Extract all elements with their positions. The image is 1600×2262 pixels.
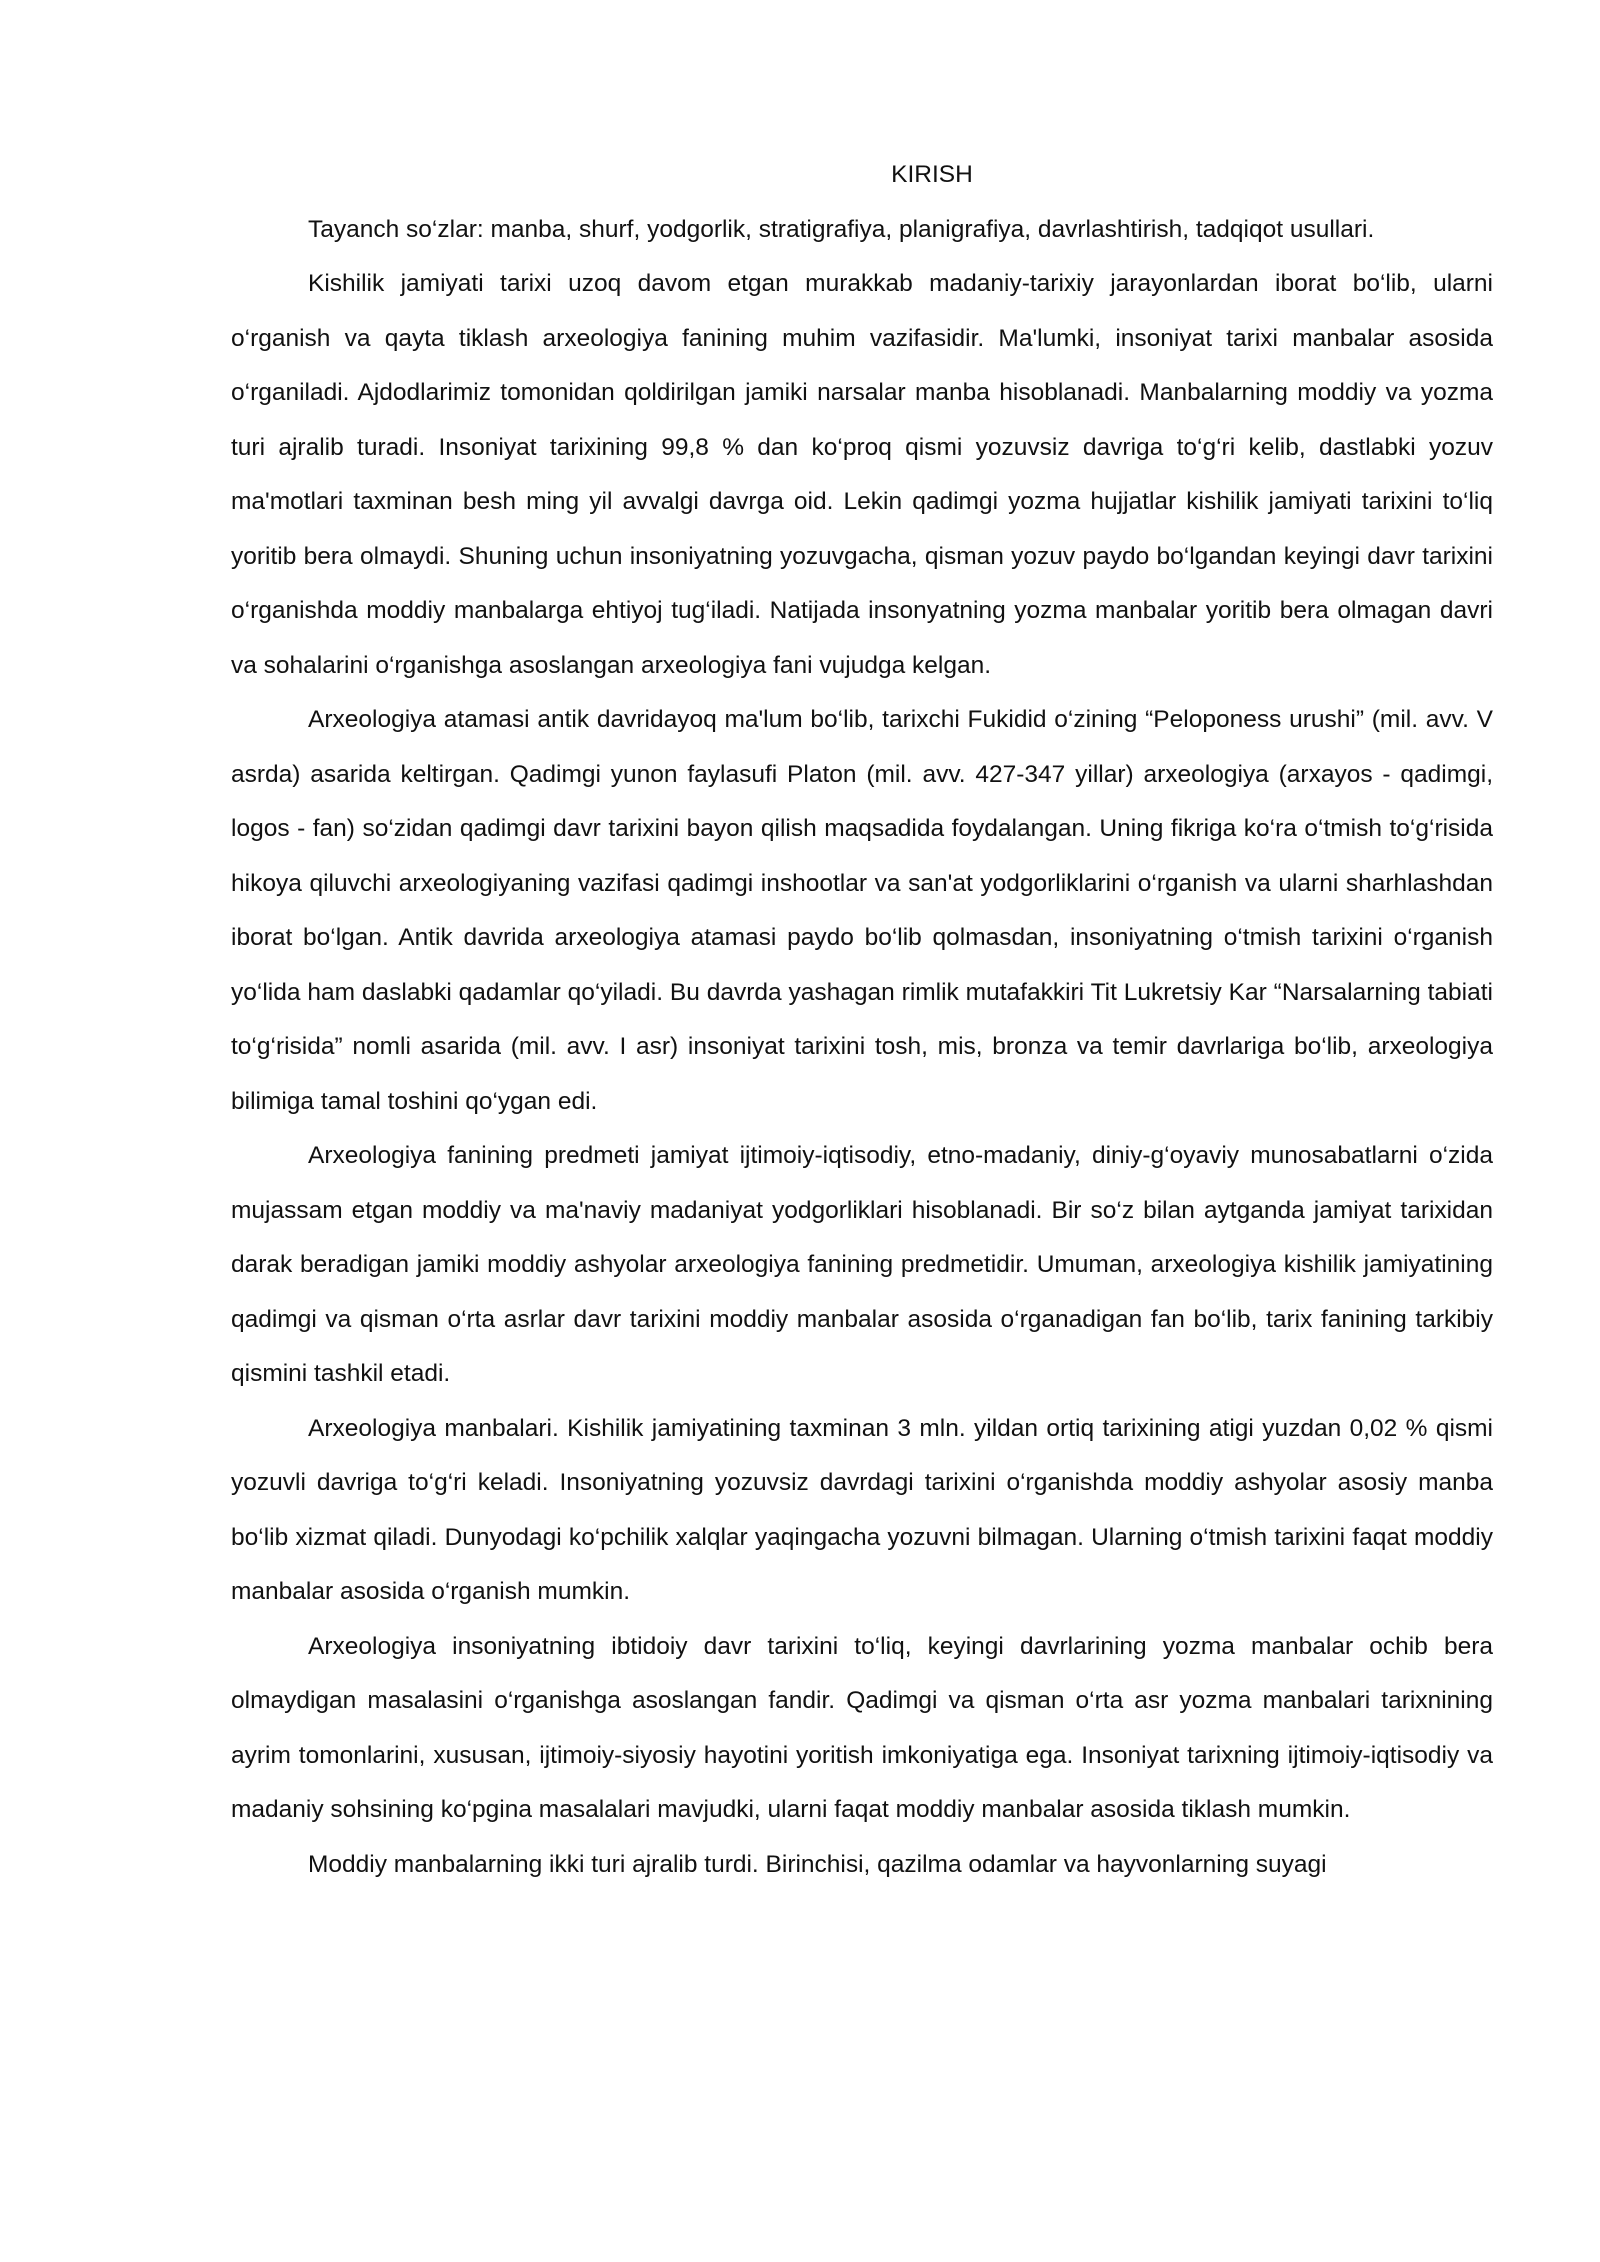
paragraph-keywords: Tayanch so‘zlar: manba, shurf, yodgorlik, stratigrafiya, planigrafiya, davrlashtirish, tadqiqot usullari. (308, 215, 1375, 243)
paragraph-1: Kishilik jamiyati tarixi uzoq davom etgan murakkab madaniy-tarixiy jarayonlardan iborat bo‘lib, ularni o‘rganish va qayta tiklash arxeologiya fanining muhim vazifasidir. Ma'lumki, insoniyat tarixi manbalar asosida o‘rganiladi. Ajdodlarimiz tomonidan qoldirilgan jamiki narsalar manba hisoblanadi. Manbalarning moddiy va yozma turi ajralib turadi. Insoniyat tarixining 99,8 % dan ko‘proq qismi yozuvsiz davriga to‘g‘ri kelib, dastlabki yozuv ma'motlari taxminan besh ming yil avvalgi davrga oid. Lekin qadimgi yozma hujjatlar kishilik jamiyati tarixini to‘liq yoritib bera olmaydi. Shuning uchun insoniyatning yozuvgacha, qisman yozuv paydo bo‘lgandan keyingi davr tarixini o‘rganishda moddiy manbalarga ehtiyoj tug‘iladi. Natijada insonyatning yozma manbalar yoritib bera olmagan davri va sohalarini o‘rganishga asoslangan arxeologiya fani vujudga kelgan. (231, 270, 1493, 679)
document-page (231, 148, 1493, 1892)
paragraph-3: Arxeologiya fanining predmeti jamiyat ijtimoiy-iqtisodiy, etno-madaniy, diniy-g‘oyaviy munosabatlarni o‘zida mujassam etgan moddiy va ma'naviy madaniyat yodgorliklari hisoblanadi. Bir so‘z bilan aytganda jamiyat tarixidan darak beradigan jamiki moddiy ashyolar arxeologiya fanining predmetidir. Umuman, arxeologiya kishilik jamiyatining qadimgi va qisman o‘rta asrlar davr tarixini moddiy manbalar asosida o‘rganadigan fan bo‘lib, tarix fanining tarkibiy qismini tashkil etadi. (231, 1142, 1493, 1387)
paragraph-4: Arxeologiya manbalari. Kishilik jamiyatining taxminan 3 mln. yildan ortiq tarixining atigi yuzdan 0,02 % qismi yozuvli davriga to‘g‘ri keladi. Insoniyatning yozuvsiz davrdagi tarixini o‘rganishda moddiy ashyolar asosiy manba bo‘lib xizmat qiladi. Dunyodagi ko‘pchilik xalqlar yaqingacha yozuvni bilmagan. Ularning o‘tmish tarixini faqat moddiy manbalar asosida o‘rganish mumkin. (231, 1414, 1493, 1605)
page-title: KIRISH (891, 161, 973, 188)
paragraph-5: Arxeologiya insoniyatning ibtidoiy davr tarixini to‘liq, keyingi davrlarining yozma manbalar ochib bera olmaydigan masalasini o‘rganishga asoslangan fandir. Qadimgi va qisman o‘rta asr yozma manbalari tarixnining ayrim tomonlarini, xususan, ijtimoiy-siyosiy hayotini yoritish imkoniyatiga ega. Insoniyat tarixning ijtimoiy-iqtisodiy va madaniy sohsining ko‘pgina masalalari mavjudki, ularni faqat moddiy manbalar asosida tiklash mumkin. (231, 1632, 1493, 1823)
paragraph-2: Arxeologiya atamasi antik davridayoq ma'lum bo‘lib, tarixchi Fukidid o‘zining “Peloponess urushi” (mil. avv. V asrda) asarida keltirgan. Qadimgi yunon faylasufi Platon (mil. avv. 427-347 yillar) arxeologiya (arxayos - qadimgi, logos - fan) so‘zidan qadimgi davr tarixini bayon qilish maqsadida foydalangan. Uning fikriga ko‘ra o‘tmish to‘g‘risida hikoya qiluvchi arxeologiyaning vazifasi qadimgi inshootlar va san'at yodgorliklarini o‘rganish va ularni sharhlashdan iborat bo‘lgan. Antik davrida arxeologiya atamasi paydo bo‘lib qolmasdan, insoniyatning o‘tmish tarixini o‘rganish yo‘lida ham daslabki qadamlar qo‘yiladi. Bu davrda yashagan rimlik mutafakkiri Tit Lukretsiy Kar “Narsalarning tabiati to‘g‘risida” nomli asarida (mil. avv. I asr) insoniyat tarixini tosh, mis, bronza va temir davrlariga bo‘lib, arxeologiya bilimiga tamal toshini qo‘ygan edi. (231, 706, 1493, 1115)
paragraph-6: Moddiy manbalarning ikki turi ajralib turdi. Birinchisi, qazilma odamlar va hayvonlarning suyagi (308, 1850, 1327, 1878)
